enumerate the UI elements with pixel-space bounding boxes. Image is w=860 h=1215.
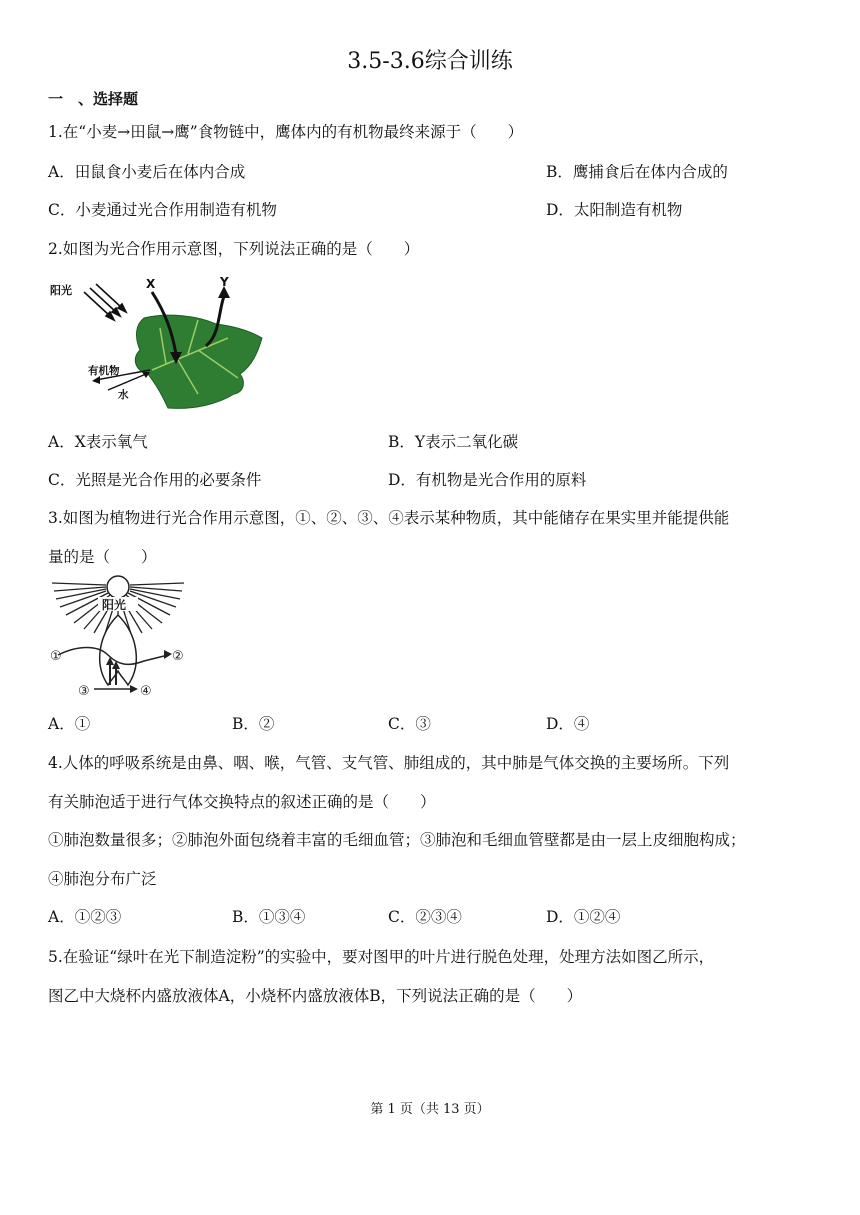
q1-stem: 1.在“小麦→田鼠→鹰”食物链中，鹰体内的有机物最终来源于（ ）: [48, 123, 524, 141]
fig-label-x: X: [146, 277, 156, 291]
q4-option-d: D．①②④: [546, 908, 621, 926]
page-footer: 第 1 页（共 13 页）: [370, 1102, 490, 1117]
fig-label-sun: 阳光: [102, 598, 127, 612]
fig-label-4: ④: [140, 684, 152, 699]
fig-label-y: Y: [220, 275, 229, 289]
q3-stem-line2: 量的是（ ）: [48, 548, 157, 566]
fig-label-3: ③: [78, 684, 90, 699]
section-heading: 一 、选择题: [48, 90, 139, 108]
q2-option-c: C．光照是光合作用的必要条件: [48, 471, 262, 489]
q5-stem-line2: 图乙中大烧杯内盛放液体A，小烧杯内盛放液体B，下列说法正确的是（ ）: [48, 987, 583, 1005]
q3-option-c: C．③: [388, 715, 431, 733]
q1-option-a: A．田鼠食小麦后在体内合成: [48, 163, 246, 181]
q4-stem-line4: ④肺泡分布广泛: [48, 870, 157, 888]
q4-option-b: B．①③④: [232, 908, 306, 926]
leaf-outline: [100, 615, 137, 685]
q2-option-d: D．有机物是光合作用的原料: [388, 471, 587, 489]
q4-option-a: A．①②③: [48, 908, 122, 926]
q2-option-a: A．X表示氧气: [48, 433, 148, 451]
q3-stem-line1: 3.如图为植物进行光合作用示意图，①、②、③、④表示某种物质，其中能储存在果实里并能提供能: [48, 509, 730, 527]
q4-stem-line3: ①肺泡数量很多；②肺泡外面包绕着丰富的毛细血管；③肺泡和毛细血管壁都是由一层上皮细胞构成；: [48, 831, 746, 849]
q3-option-a: A．①: [48, 715, 91, 733]
sun-circle: [107, 576, 129, 598]
photosynthesis-leaf-figure: [48, 274, 268, 409]
sunlight-arrows: [84, 284, 126, 320]
q3-option-b: B．②: [232, 715, 275, 733]
plant-photosynthesis-figure: [48, 575, 190, 703]
q2-option-b: B．Y表示二氧化碳: [388, 433, 519, 451]
q1-option-b: B．鹰捕食后在体内合成的: [546, 163, 728, 181]
q4-stem-line1: 4.人体的呼吸系统是由鼻、咽、喉，气管、支气管、肺组成的，其中肺是气体交换的主要场所。下列: [48, 754, 730, 772]
fig-label-organic: 有机物: [88, 365, 120, 377]
fig-label-water: 水: [118, 389, 129, 401]
q1-option-c: C．小麦通过光合作用制造有机物: [48, 201, 277, 219]
fig-label-1: ①: [50, 649, 62, 664]
q3-option-d: D．④: [546, 715, 590, 733]
q5-stem-line1: 5.在验证“绿叶在光下制造淀粉”的实验中，要对图甲的叶片进行脱色处理，处理方法如图乙所示，: [48, 948, 715, 966]
q1-option-d: D．太阳制造有机物: [546, 201, 683, 219]
fig-label-2: ②: [172, 649, 184, 664]
page-title: 3.5-3.6综合训练: [347, 49, 513, 74]
leaf-shape: [135, 315, 262, 408]
fig-label-sun: 阳光: [50, 284, 72, 297]
q4-option-c: C．②③④: [388, 908, 462, 926]
q4-stem-line2: 有关肺泡适于进行气体交换特点的叙述正确的是（ ）: [48, 793, 436, 811]
q2-stem: 2.如图为光合作用示意图，下列说法正确的是（ ）: [48, 240, 420, 258]
